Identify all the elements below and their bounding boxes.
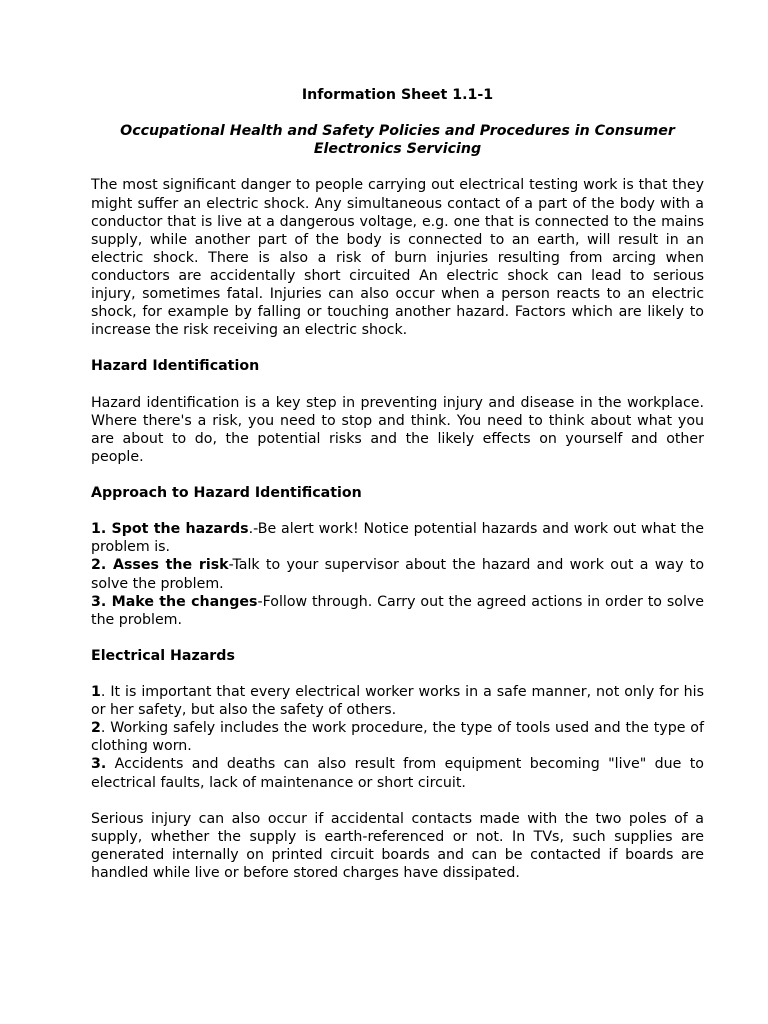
electrical-item-3 [91,755,704,791]
approach-item-lead: 2. Asses the risk [91,557,229,574]
electrical-item-text: . It is important that every electrical worker works in a safe manner, not only for his or her safety, but also the safety of others. [91,684,704,719]
document-page [91,86,704,900]
approach-item-spot [91,520,704,556]
approach-item-changes [91,593,704,629]
electrical-item-text: Accidents and deaths can also result from equipment becoming "live" due to electrical faults, lack of maintenance or short circuit. [91,756,704,791]
approach-item-lead: 1. Spot the hazards [91,521,249,538]
approach-list [91,520,704,629]
intro-paragraph: The most significant danger to people carrying out electrical testing work is that they might suffer an electric shock. Any simultaneous contact of a part of the body with a conductor that is live at a dangerous voltage, e.g. one that is connected to the mains supply, while another part of the body is connected to an earth, will result in an electric shock. There is also a risk of burn injuries resulting from arcing when conductors are accidentally short circuited An electric shock can lead to serious injury, sometimes fatal. Injuries can also occur when a person reacts to an electric shock, for example by falling or touching another hazard. Factors which are likely to increase the risk receiving an electric shock. [91,177,704,339]
electrical-hazards-list [91,683,704,792]
hazard-identification-heading: Hazard Identification [91,358,260,375]
electrical-item-text: . Working safely includes the work procedure, the type of tools used and the type of clothing worn. [91,720,704,755]
closing-paragraph: Serious injury can also occur if accidental contacts made with the two poles of a supply, whether the supply is earth-referenced or not. In TVs, such supplies are generated internally on printed circuit boards and can be contacted if boards are handled while live or before stored charges have dissipated. [91,810,704,882]
electrical-item-number: 1 [91,684,101,701]
hazard-identification-paragraph: Hazard identification is a key step in preventing injury and disease in the workplace. Where there's a risk, you need to stop and think. You need to think about what you are about to do, the potential risks and the likely effects on yourself and other people. [91,394,704,465]
document-subtitle: Occupational Health and Safety Policies and Procedures in Consumer Electronics Servicing [120,123,675,158]
document-title: Information Sheet 1.1-1 [301,87,494,103]
approach-item-assess [91,556,704,592]
approach-item-text: -Follow through. Carry out the agreed actions in order to solve the problem. [91,593,705,628]
electrical-item-number: 2 [91,720,101,737]
approach-heading: Approach to Hazard Identification [91,485,362,502]
electrical-item-1 [91,683,704,719]
electrical-item-2 [91,719,704,755]
approach-item-text: -Talk to your supervisor about the hazard and work out a way to solve the problem. [91,557,704,592]
electrical-hazards-heading: Electrical Hazards [91,647,235,664]
approach-item-text: .-Be alert work! Notice potential hazards and work out what the problem is. [91,521,705,556]
approach-item-lead: 3. Make the changes [91,593,258,610]
electrical-item-number: 3. [91,756,107,773]
